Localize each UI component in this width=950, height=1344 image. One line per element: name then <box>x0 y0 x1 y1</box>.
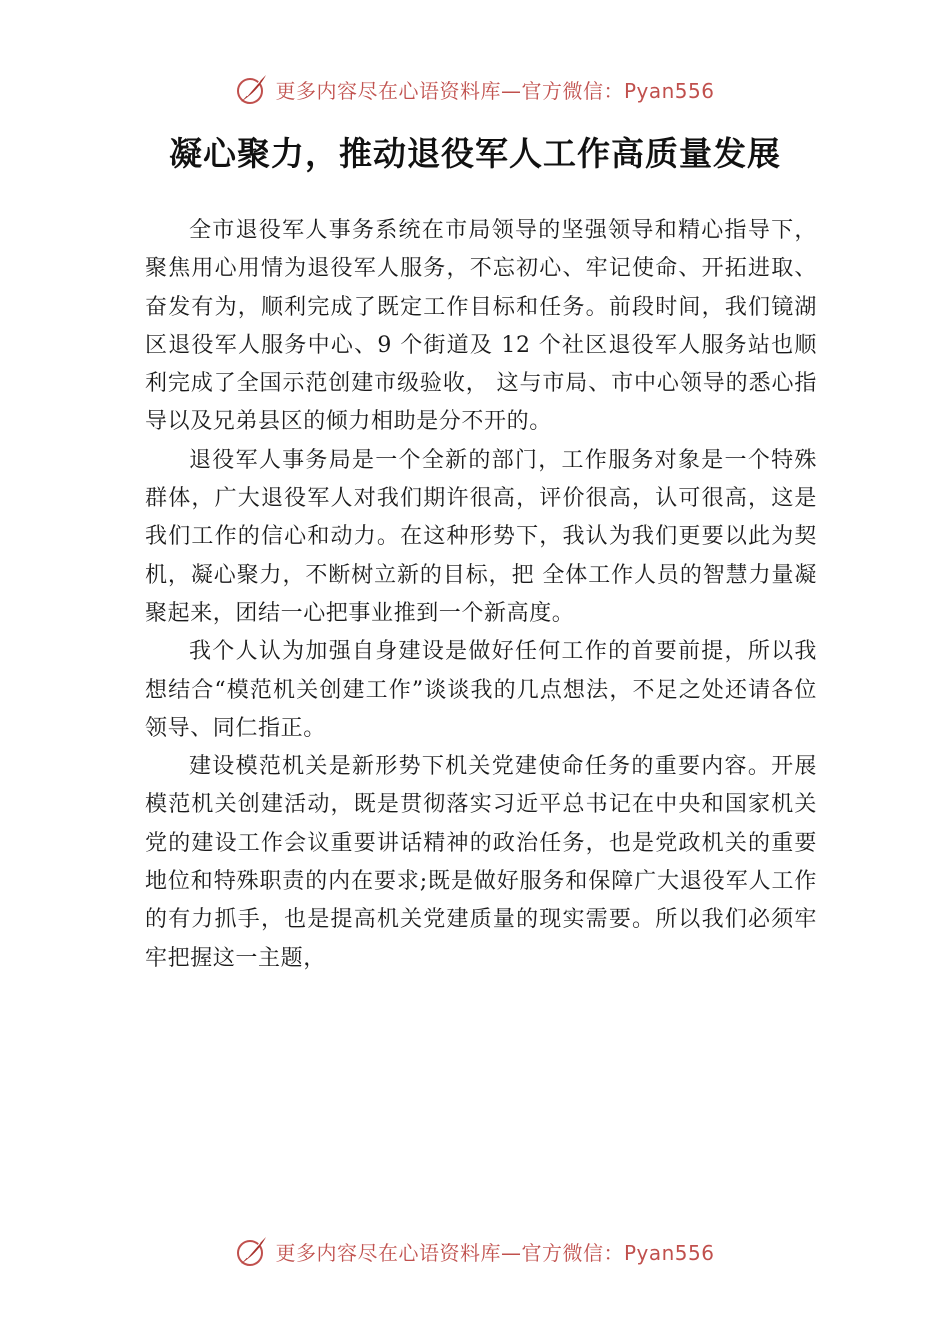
footer-banner-text: 更多内容尽在心语资料库—官方微信：Pyan556 <box>275 1240 715 1265</box>
body-paragraph: 全市退役军人事务系统在市局领导的坚强领导和精心指导下，聚焦用心用情为退役军人服务，不忘初心、牢记使命、开拓进取、奋发有为，顺利完成了既定工作目标和任务。前段时间，我们镜湖区退役军人服务中心、9 个街道及 12 个社区退役军人服务站也顺利完成了全国示范创建市级验收， 这与市局、市中心领导的悉心指导以及兄弟县区的倾力相助是分不开的。 <box>145 218 817 435</box>
body-paragraph: 我个人认为加强自身建设是做好任何工作的首要前提，所以我想结合“模范机关创建工作”谈谈我的几点想法，不足之处还请各位领导、同仁指正。 <box>145 639 817 741</box>
body-paragraph: 建设模范机关是新形势下机关党建使命任务的重要内容。开展模范机关创建活动，既是贯彻落实习近平总书记在中央和国家机关党的建设工作会议重要讲话精神的政治任务，也是党政机关的重要地位和特殊职责的内在要求;既是做好服务和保障广大退役军人工作的有力抓手，也是提高机关党建质量的现实需要。所以我们必须牢牢把握这一主题， <box>145 754 817 971</box>
document-title: 凝心聚力，推动退役军人工作高质量发展 <box>169 134 781 173</box>
body-paragraph: 退役军人事务局是一个全新的部门，工作服务对象是一个特殊群体，广大退役军人对我们期许很高，评价很高，认可很高，这是我们工作的信心和动力。在这种形势下，我认为我们更要以此为契机，凝心聚力，不断树立新的目标，把 全体工作人员的智慧力量凝聚起来，团结一心把事业推到一个新高度。 <box>145 447 817 626</box>
header-banner <box>0 72 950 106</box>
document-body <box>145 212 817 978</box>
header-banner-text: 更多内容尽在心语资料库—官方微信：Pyan556 <box>275 78 715 103</box>
quill-feather-logo-icon <box>235 72 269 106</box>
footer-banner <box>0 1234 950 1268</box>
quill-feather-logo-icon <box>235 1234 269 1268</box>
